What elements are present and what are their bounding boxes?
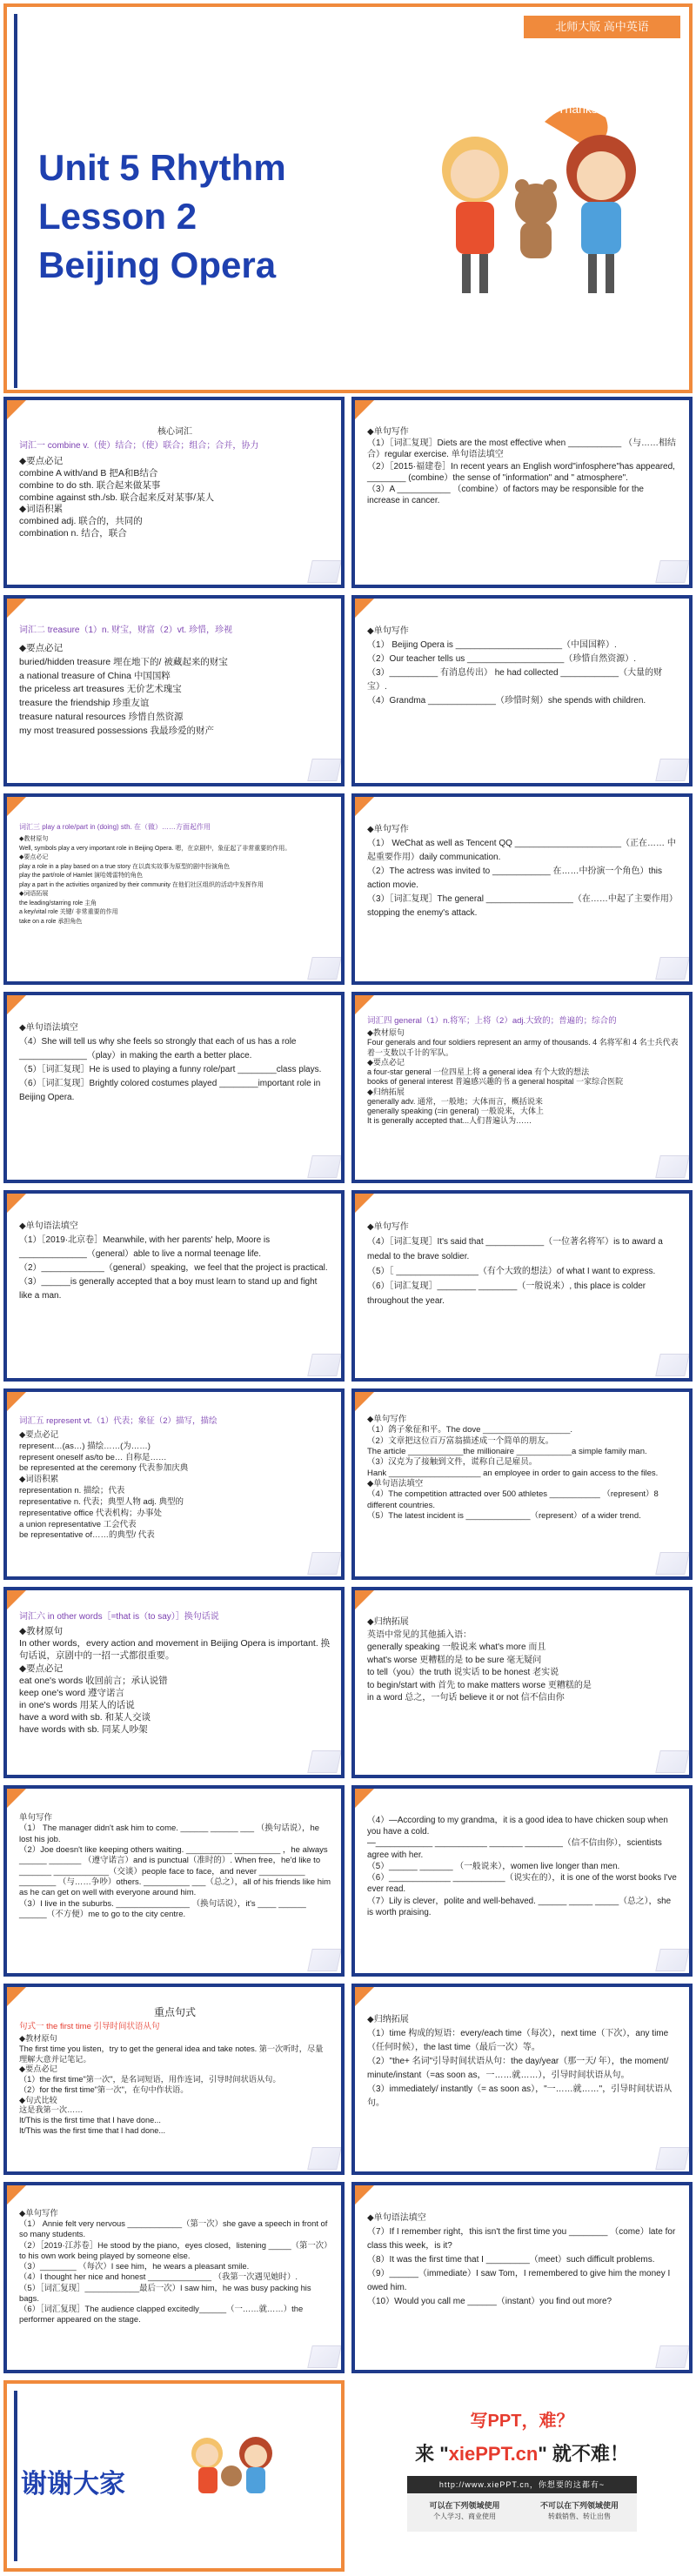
slide-treasure-vocab	[3, 595, 345, 786]
slide-xieppt	[351, 2380, 693, 2572]
book-icon	[655, 759, 690, 781]
kids-illustration	[414, 87, 666, 313]
exercise-text: ◆单句语法填空 （4）She will tell us why she feels so strongly that each of us has a role ______________（play）in making the earth a better place. （5）［词汇复现］He is used to playing a funny role/part ________class plays. （6）［词汇复现］Brightly colored costumes played ________important role in Beijing Opera.	[19, 1023, 322, 1102]
girl-dress-left	[456, 202, 494, 254]
title-accent-bar	[14, 14, 17, 388]
book-icon	[655, 1354, 690, 1376]
slide-represent-vocab	[3, 1388, 345, 1580]
vocab-notes: ◆要点必记 represent…(as…) 描绘……(为……) represent oneself as/to be… 自称是…… be represented at the ceremony 代表参加庆典 ◆词语积累 representation n. 描绘；代表 representative n. 代表；典型人物 adj. 典型的 representative office 代表机构；办事处 a union representative 工会代表 be representative of……的典型/ 代表	[19, 1430, 189, 1541]
book-icon	[655, 560, 690, 583]
thanks-text: Thanks!	[558, 102, 601, 116]
book-icon	[307, 2147, 342, 2170]
slide-first-time-sentence	[3, 1984, 345, 2175]
slide-first-time-fill	[351, 2182, 693, 2373]
book-icon	[307, 1155, 342, 1178]
girl-dress-right	[581, 202, 621, 254]
book-icon	[307, 1750, 342, 1773]
vocab-notes: ◆教材原句 Four generals and four soldiers represent an army of thousands. 4 名将军和 4 名士兵代表着一支数以千计的军队。 ◆要点必记 a four-star general 一位四星上将 a general idea 有个大致的想法 books of general interest 普遍感兴趣的书 a general hospital 一家综合医院 ◆归纳拓展 generally adv. 通常，一般地；大体而言，概括说来 generally speaking (=in general) 一般说来，大体上 It is generally accepted that...人们普遍认为……	[367, 1028, 679, 1126]
book-icon	[307, 2345, 342, 2368]
forbidden-usage: 不可以在下列领域使用 转载销售、转让出售	[539, 2501, 619, 2520]
exercise-text: ◆单句语法填空 （7）If I remember right，this isn't the first time you ________ （come）late for class this week，is it? （8）It was the first time that I _________（meet）such difficult problems. （9）______（immediate）I saw Tom，I remembered to give him the money I owed him. （10）Would you call me ______（instant）you find out more?	[367, 2213, 676, 2306]
slide-represent-exercise	[351, 1388, 693, 1580]
slide-phrase-exercise-1	[3, 1785, 345, 1977]
promo-line-2: 来 "xiePPT.cn" 就不难！	[415, 2443, 629, 2465]
allowed-usage: 可以在下列领域使用 个人学习、商业使用	[429, 2501, 500, 2520]
publisher-badge: 北师大版 高中英语	[524, 16, 680, 38]
exercise-text: ◆单句写作 （1）鸽子象征和平。The dove ___________________. （2）文章把这位百万富翁描述成一个简单的朋友。 The article ____________the millionaire ____________a simple family man. （3）汉克为了接触到文件，谎称自己是雇员。 Hank ____________________ an employee in order to gain access to the files. ◆单句语法填空 （4）The competition attracted over 500 athletes ___________ （represent）8 different countries. （5）The latest incident is ______________（represent）of a wider trend.	[367, 1415, 659, 1522]
promo-line-1: 写PPT，难？	[470, 2412, 574, 2431]
exercise-text: ◆单句语法填空 （1）［2019·北京卷］Meanwhile, with her parents' help, Moore is ______________（general）able to live a normal teenage life. （2）_____________（general）speaking，we feel that the project is practical. （3）______is generally accepted that a boy must learn to stand up and fight like a man.	[19, 1221, 328, 1301]
book-icon	[307, 1949, 342, 1971]
vocab-notes: ◆要点必记 buried/hidden treasure 埋在地下的/ 被藏起来的财宝 a national treasure of China 中国国粹 the priceless art treasures 无价艺术瑰宝 treasure the friendship 珍重友谊 treasure natural resources 珍惜自然资源 my most treasured possessions 我最珍爱的财产	[19, 643, 228, 736]
slide-phrase-exercise-2	[351, 1785, 693, 1977]
section-heading: 重点句式	[153, 2006, 196, 2018]
slide-combine-vocab	[3, 397, 345, 588]
book-icon	[655, 957, 690, 980]
vocab-heading: 词汇一 combine v.（使）结合；（使）联合；组合；合并，协力	[19, 441, 259, 451]
slide-first-time-write	[3, 2182, 345, 2373]
section-heading: 核心词汇	[157, 427, 192, 437]
book-icon	[307, 759, 342, 781]
exercise-text: ◆单句写作 （1）［词汇复现］Diets are the most effective when ___________ （与……相结合）regular exercise. 单句语法填空 （2）［2015·福建卷］In recent years an English word"infosphere"has appeared, ________ (combine）the sense of "information" and " atmosphere". （3）A ___________ （combine）of factors may be responsible for the increase in cancer.	[367, 427, 676, 506]
book-icon	[655, 1750, 690, 1773]
lesson-name: Beijing Opera	[38, 244, 277, 285]
expansion-text: ◆归纳拓展 （1）time 构成的短语：every/each time（每次），next time（下次），any time（任何时候），the last time（最后一次）等。 （2）"the+ 名词"引导时间状语从句：the day/year（那一天/ 年），the moment/ minute/instant（=as soon as，一……就……），引导时间状语从句。 （3）immediately/ instantly（= as soon as），"一……就……"，引导时间状语从句。	[367, 2015, 673, 2108]
thanks-heading: 谢谢大家	[21, 2470, 125, 2499]
exercise-text: （4）—According to my grandma，it is a good idea to have chicken soup when you have a cold. —____________ ___________ _______ ________（信不信由你），scientists agree with her. （5）______ _______ （一般说来），women live longer than men. （6）_____________ ___________（说实在的），it is one of the worst books I've ever read. （7）Lily is clever，polite and well-behaved. ______ _____ _____（总之），she is worth praising.	[367, 1816, 677, 1917]
lesson-title: Lesson 2	[38, 196, 197, 237]
exercise-text: ◆单句写作 （1） Annie felt very nervous ____________（第一次）she gave a speech in front of so many students. （2）［2019·江苏卷］He stood by the piano，eyes closed，listening _____（第一次）to his own work being played by someone else. （3）________ （每次）I see him，he wears a pleasant smile. （4）I thought her nice and honest ______________ （我第一次遇见她时）. （5）［词汇复现］____________最后一次）I saw him，he was busy packing his bags. （6）［词汇复现］The audience clapped excitedly______（一……就……）the performer appeared on the stage.	[19, 2208, 328, 2325]
slide-time-expansion	[351, 1984, 693, 2175]
exercise-text: ◆单句写作 （1） Beijing Opera is ______________________（中国国粹）. （2）Our teacher tells us ____________________（珍惜自然资源）. （3）__________ 有消息传出） he had collected ____________（大量的财宝）. （4）Grandma ______________（珍惜时刻）she spends with children.	[367, 626, 663, 706]
vocab-notes: ◆教材原句 Well, symbols play a very important role in Beijing Opera. 嗯，在京剧中，象征起了非常重要的作用。 ◆要点必记 play a role in a play based on a true story 在以真实故事为原型的剧中扮演角色 play the part/role of Hamlet 演哈姆雷特的角色 play a part in the activities organized by their community 在他们社区组织的活动中发挥作用 ◆词语拓展 the leading/starring role 主角 a key/vital role 关键/ 非常重要的作用 take on a role 承担角色	[19, 836, 291, 925]
girl-face-left	[451, 150, 499, 198]
exercise-text: ◆单句写作 （4）［词汇复现］It's said that ____________（一位著名将军）is to award a medal to the brave soldier. （5）［ _________________（有个大致的想法）of what I want to express. （6）［词汇复现］________ ________（一般说来）, this place is colder throughout the year.	[367, 1222, 663, 1306]
title-slide	[3, 3, 693, 393]
slide-general-write	[351, 1190, 693, 1382]
slide-parentheticals	[351, 1587, 693, 1778]
kids-illustration	[181, 2419, 277, 2523]
site-url-bar[interactable]: http://www.xiePPT.cn，你想要的这都有~	[407, 2476, 637, 2493]
vocab-heading: 词汇二 treasure（1）n. 财宝，财富（2）vt. 珍惜，珍视	[19, 626, 233, 635]
slide-play-role-fill	[3, 992, 345, 1183]
slide-play-role-vocab	[3, 793, 345, 985]
sentence-heading: 句式一 the first time 引导时间状语从句	[19, 2022, 160, 2031]
sentence-notes: ◆教材原句 The first time you listen，try to get the general idea and take notes. 第一次听时，尽量理解大意并记笔记。 ◆要点必记 （1）the first time"第一次"，是名词短语，用作连词，引导时间状语从句。 （2）for the first time"第一次"，在句中作状语。 ◆句式比较 这是我第一次…… It/This is the first time that I have done... It/This was the first time that I had done...	[19, 2034, 324, 2135]
book-icon	[307, 1552, 342, 1575]
book-icon	[307, 1354, 342, 1376]
slide-play-role-exercise	[351, 793, 693, 985]
slide-general-fill	[3, 1190, 345, 1382]
book-icon	[655, 2345, 690, 2368]
slide-treasure-exercise	[351, 595, 693, 786]
expansion-text: ◆归纳拓展 英语中常见的其他插入语： generally speaking 一般说来 what's more 而且 what's worse 更糟糕的是 to be sure 毫无疑问 to tell（you）the truth 说实话 to be honest 老实说 to begin/start with 首先 to make matters worse 更糟糕的是 in a word 总之，一句话 believe it or not 信不信由你	[367, 1617, 592, 1703]
slide-thanks	[3, 2380, 345, 2572]
slide-general-vocab	[351, 992, 693, 1183]
vocab-notes: ◆教材原句 In other words，every action and movement in Beijing Opera is important. 换句话说，京剧中的一招一式都很重要。 ◆要点必记 eat one's words 收回前言；承认说错 keep one's word 遵守诺言 in one's words 用某人的话说 have a word with sb. 和某人交谈 have words with sb. 同某人吵架	[19, 1626, 331, 1736]
vocab-heading: 词汇五 represent vt.（1）代表；象征（2）描写，描绘	[19, 1416, 218, 1426]
vocab-heading: 词汇四 general（1）n.将军；上将（2）adj.大致的；普遍的；综合的	[367, 1016, 617, 1026]
site-name[interactable]: xiePPT.cn	[448, 2443, 539, 2465]
unit-title: Unit 5 Rhythm	[38, 147, 286, 188]
book-icon	[655, 1155, 690, 1178]
slide-combine-exercise	[351, 397, 693, 588]
girl-face-right	[577, 151, 626, 200]
book-icon	[655, 2147, 690, 2170]
teddy-bear	[221, 2466, 242, 2486]
exercise-text: 单句写作 （1） The manager didn't ask him to come. ______ ______ ___ （换句话说），he lost his job. （2）Joe doesn't like keeping others waiting. __________ __________ ，he always ______ _______ （遵守诺言）and is punctual（准时的）. When free，he'd like to _______ ____________（交谈）people face to face，and never __________ ________ （与……争吵）others. __________ ___（总之），all of his friends like him as he can get on well with everyone around him. （3）I live in the suburbs. ________________ （换句话说），it's ____ ______ ______（不方便）me to go to the city centre.	[19, 1813, 331, 1920]
vocab-notes: ◆要点必记 combine A with/and B 把A和B结合 combine to do sth. 联合起来做某事 combine against sth./sb. 联合起来反对某事/某人 ◆词语积累 combined adj. 联合的，共同的 combination n. 结合，联合	[19, 456, 215, 539]
exercise-text: ◆单句写作 （1） WeChat as well as Tencent QQ ______________________（正在…… 中起重要作用）daily communication. （2）The actress was invited to ____________ 在……中扮演一个角色）this action movie. （3）［词汇复现］The general __________________（在……中起了主要作用）stopping the enemy's attack.	[367, 825, 678, 918]
vocab-heading: 词汇三 play a role/part in (doing) sth. 在（做）……方面起作用	[19, 823, 211, 831]
book-icon	[307, 957, 342, 980]
usage-terms	[407, 2493, 637, 2532]
slide-in-other-words	[3, 1587, 345, 1778]
vocab-heading: 词汇六 in other words［=that is（to say）］换句话说	[19, 1612, 219, 1622]
book-icon	[655, 1552, 690, 1575]
book-icon	[307, 560, 342, 583]
book-icon	[655, 1949, 690, 1971]
